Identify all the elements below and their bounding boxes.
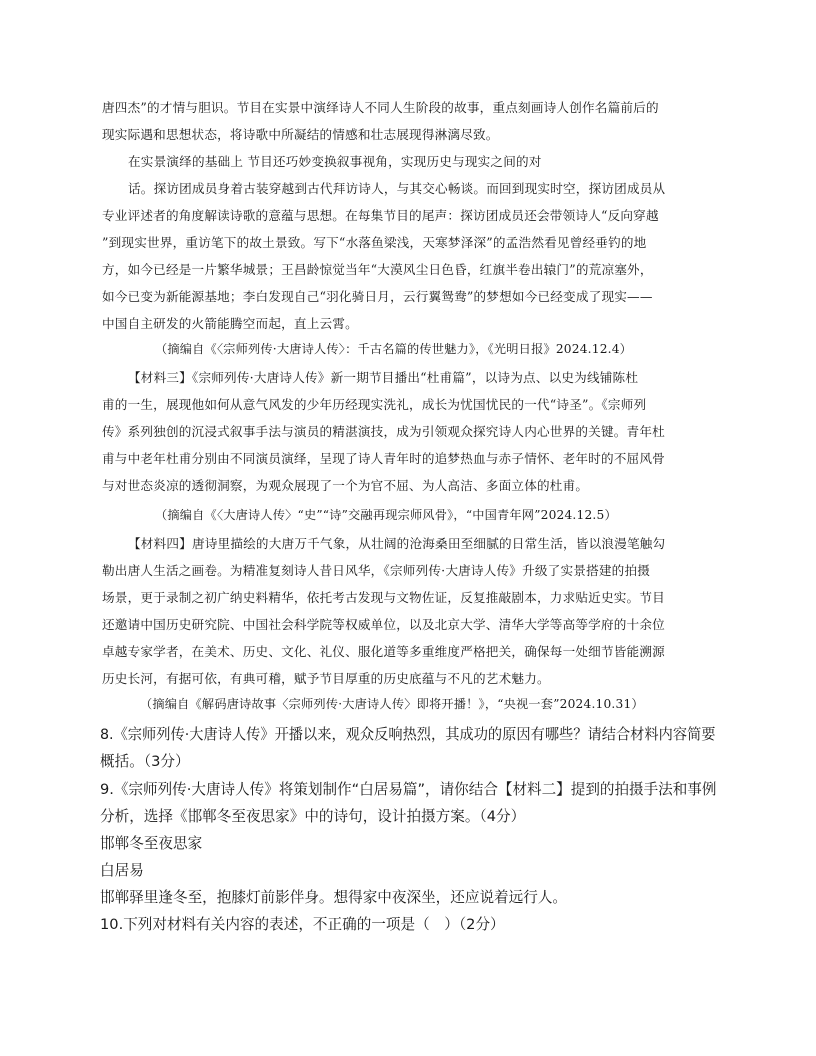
passage-line: 专业评述者的角度解读诗歌的意蕴与思想。在每集节目的尾声：探访团成员还会带领诗人“反向穿越: [102, 208, 659, 223]
question-8: 8.《宗师列传·大唐诗人传》开播以来，观众反响热烈，其成功的原因有哪些？请结合材料内容简要: [100, 726, 716, 743]
material-four-line: 场景，更于录制之初广纳史料精华，依托考古发现与文物佐证，反复推敲剧本，力求贴近史实。节目: [102, 590, 665, 605]
material-three-line: 甫的一生，展现他如何从意气风发的少年历经现实洗礼，成长为忧国忧民的一代“诗圣”。《宗师列: [102, 397, 647, 412]
question-9: 9.《宗师列传·大唐诗人传》将策划制作“白居易篇”，请你结合【材料二】提到的拍摄手法和事例: [100, 781, 717, 798]
material-four-line: 卓越专家学者，在美术、历史、文化、礼仪、服化道等多重维度严格把关，确保每一处细节皆能溯源: [102, 644, 665, 659]
passage-line: 在实景演绎的基础上 节目还巧妙变换叙事视角，实现历史与现实之间的对: [128, 154, 542, 169]
material-three-line: 甫与中老年杜甫分别由不同演员演绎，呈现了诗人青年时的追梦热血与赤子情怀、老年时的不屈风骨: [102, 451, 665, 466]
question-8: 概括。（3分）: [100, 753, 190, 770]
material-four-line: 历史长河，有据可依，有典可稽，赋予节目厚重的历史底蕴与不凡的艺术魅力。: [102, 671, 550, 686]
source-citation: （摘编自《〈宗师列传·大唐诗人传〉：千古名篇的传世魅力》，《光明日报》2024.12.4）: [155, 342, 633, 356]
passage-line: 中国自主研发的火箭能腾空而起，直上云霄。: [102, 316, 358, 331]
source-citation: （摘编自《〈大唐诗人传〉“史”“诗”交融再现宗师风骨》，“中国青年网”2024.12.5）: [155, 508, 617, 522]
material-three-line: 与对世态炎凉的透彻洞察，为观众展现了一个为官不屈、为人高洁、多面立体的杜甫。: [102, 478, 589, 493]
poem-author: 白居易: [100, 862, 144, 879]
question-10: 10.下列对材料有关内容的表述，不正确的一项是（ ）（2分）: [100, 916, 505, 933]
material-four-line: 【材料四】唐诗里描绘的大唐万千气象，从壮阔的沧海桑田至细腻的日常生活，皆以浪漫笔触勾: [128, 536, 666, 551]
poem-title: 邯郸冬至夜思家: [100, 835, 203, 852]
passage-line: ”到现实世界，重访笔下的故土景致。写下“水落鱼梁浅，天寒梦泽深”的孟浩然看见曾经垂钓的地: [102, 235, 647, 250]
source-citation: （摘编自《解码唐诗故事〈宗师列传·大唐诗人传〉即将开播！》，“央视一套”2024.10.31）: [140, 697, 644, 711]
poem-text: 邯郸驿里逢冬至，抱膝灯前影伴身。想得家中夜深坐，还应说着远行人。: [100, 889, 568, 906]
passage-line: 唐四杰”的才情与胆识。节目在实景中演绎诗人不同人生阶段的故事，重点刻画诗人创作名篇前后的: [102, 100, 659, 115]
material-four-line: 勒出唐人生活之画卷。为精准复刻诗人昔日风华，《宗师列传·大唐诗人传》升级了实景搭建的拍摄: [102, 563, 651, 578]
material-three-line: 传》系列独创的沉浸式叙事手法与演员的精湛演技，成为引领观众探究诗人内心世界的关键。青年杜: [102, 424, 665, 439]
material-three-line: 【材料三】《宗师列传·大唐诗人传》新一期节目播出“杜甫篇”，以诗为点、以史为线铺陈杜: [128, 370, 639, 385]
passage-line: 现实际遇和思想状态，将诗歌中所凝结的情感和壮志展现得淋漓尽致。: [102, 127, 499, 142]
passage-line: 如今已变为新能源基地；李白发现自己“羽化骑日月，云行翼鸳鸯”的梦想如今已经变成了现实——: [102, 289, 653, 304]
question-9: 分析，选择《邯郸冬至夜思家》中的诗句，设计拍摄方案。（4分）: [100, 808, 526, 825]
passage-line: 话。探访团成员身着古装穿越到古代拜访诗人，与其交心畅谈。而回到现实时空，探访团成员从: [128, 181, 666, 196]
material-four-line: 还邀请中国历史研究院、中国社会科学院等权威单位，以及北京大学、清华大学等高等学府的十余位: [102, 617, 665, 632]
passage-line: 方，如今已经是一片繁华城景；王昌龄惊觉当年“大漠风尘日色昏，红旗半卷出辕门”的荒凉塞外，: [102, 262, 653, 277]
